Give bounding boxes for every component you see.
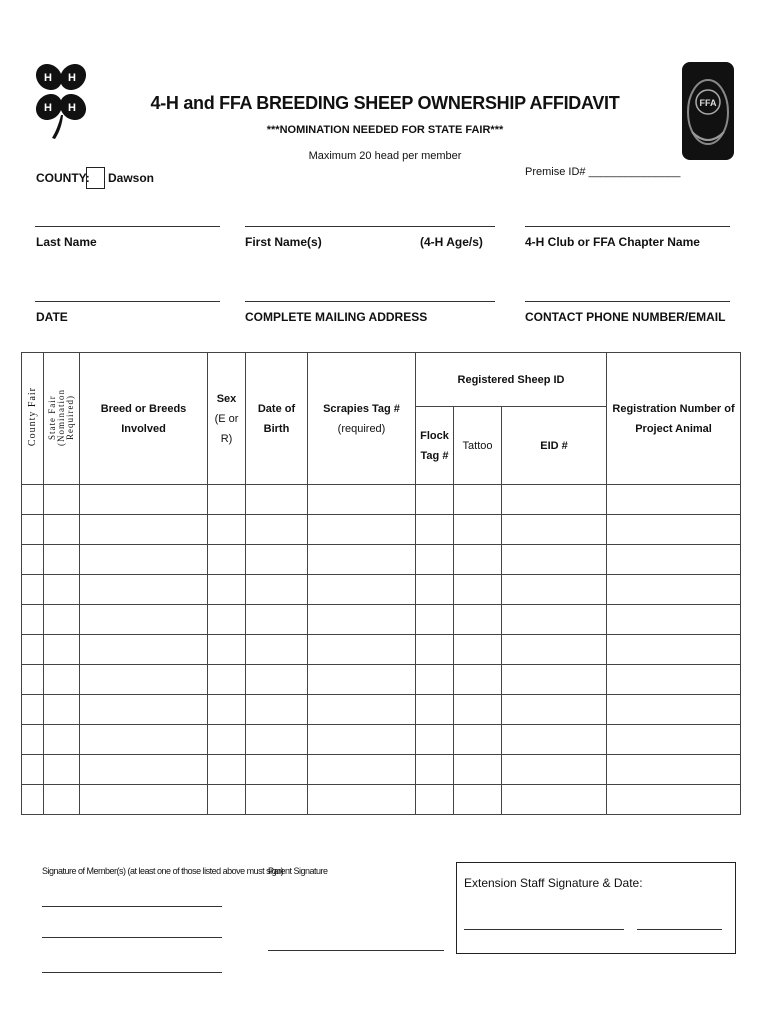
col-dob: Date of Birth [246, 353, 308, 485]
table-cell[interactable] [80, 605, 208, 635]
contact-line[interactable] [525, 301, 730, 302]
table-cell[interactable] [80, 575, 208, 605]
extension-signature-box [456, 862, 736, 954]
table-cell[interactable] [454, 515, 502, 545]
max-head-note: Maximum 20 head per member [308, 150, 462, 162]
table-cell[interactable] [454, 785, 502, 815]
table-cell[interactable] [208, 725, 246, 755]
nomination-note: ***NOMINATION NEEDED FOR STATE FAIR*** [266, 124, 504, 136]
address-label: COMPLETE MAILING ADDRESS [245, 310, 428, 324]
table-row [22, 545, 741, 575]
table-cell[interactable] [607, 695, 741, 725]
extension-date-line[interactable] [637, 929, 722, 930]
table-row [22, 635, 741, 665]
table-cell[interactable] [208, 575, 246, 605]
col-tattoo: Tattoo [454, 407, 502, 485]
table-cell[interactable] [416, 785, 454, 815]
contact-label: CONTACT PHONE NUMBER/EMAIL [525, 310, 726, 324]
member-signature-line-1[interactable] [42, 906, 222, 907]
table-cell[interactable] [607, 635, 741, 665]
last-name-label: Last Name [36, 235, 97, 249]
table-cell[interactable] [502, 635, 607, 665]
county-value: Dawson [108, 171, 155, 185]
ffa-text: FFA [699, 98, 717, 108]
table-cell[interactable] [80, 755, 208, 785]
table-cell[interactable] [44, 785, 80, 815]
table-cell[interactable] [454, 695, 502, 725]
table-cell[interactable] [416, 515, 454, 545]
col-flock-tag: Flock Tag # [416, 407, 454, 485]
table-cell[interactable] [208, 635, 246, 665]
table-cell[interactable] [246, 635, 308, 665]
extension-signature-line[interactable] [464, 929, 624, 930]
col-registration-number: Registration Number of Project Animal [607, 353, 741, 485]
table-cell[interactable] [416, 635, 454, 665]
table-cell[interactable] [22, 755, 44, 785]
table-cell[interactable] [246, 665, 308, 695]
col-county-fair: County Fair [22, 353, 44, 485]
member-signature-line-2[interactable] [42, 937, 222, 938]
table-cell[interactable] [80, 725, 208, 755]
club-label: 4-H Club or FFA Chapter Name [525, 235, 700, 249]
table-cell[interactable] [416, 545, 454, 575]
table-cell[interactable] [22, 635, 44, 665]
table-cell[interactable] [416, 695, 454, 725]
table-cell[interactable] [80, 695, 208, 725]
table-cell[interactable] [44, 545, 80, 575]
table-cell[interactable] [607, 515, 741, 545]
table-cell[interactable] [208, 665, 246, 695]
table-cell[interactable] [502, 785, 607, 815]
table-cell[interactable] [44, 515, 80, 545]
member-signature-label: Signature of Member(s) (at least one of those listed above must sign) [42, 866, 284, 876]
premise-id-field[interactable]: Premise ID# _______________ [525, 166, 681, 178]
age-label: (4-H Age/s) [420, 235, 483, 249]
table-cell[interactable] [502, 755, 607, 785]
table-cell[interactable] [607, 575, 741, 605]
table-cell[interactable] [308, 785, 416, 815]
table-cell[interactable] [246, 695, 308, 725]
table-cell[interactable] [607, 545, 741, 575]
table-cell[interactable] [80, 635, 208, 665]
parent-signature-line[interactable] [268, 950, 444, 951]
table-cell[interactable] [44, 635, 80, 665]
col-breed: Breed or Breeds Involved [80, 353, 208, 485]
table-cell[interactable] [80, 545, 208, 575]
table-cell[interactable] [208, 545, 246, 575]
col-state-fair: State Fair (Nomination Required) [44, 353, 80, 485]
table-cell[interactable] [454, 725, 502, 755]
table-cell[interactable] [454, 635, 502, 665]
table-cell[interactable] [308, 755, 416, 785]
table-cell[interactable] [607, 665, 741, 695]
last-name-line[interactable] [35, 226, 220, 227]
table-cell[interactable] [454, 575, 502, 605]
county-checkbox[interactable] [86, 167, 105, 189]
table-cell[interactable] [416, 725, 454, 755]
table-cell[interactable] [416, 755, 454, 785]
first-name-label: First Name(s) [245, 235, 322, 249]
table-cell[interactable] [502, 515, 607, 545]
table-cell[interactable] [22, 665, 44, 695]
table-cell[interactable] [22, 575, 44, 605]
table-cell[interactable] [308, 605, 416, 635]
table-cell[interactable] [502, 485, 607, 515]
table-cell[interactable] [44, 695, 80, 725]
svg-text:H: H [68, 72, 76, 84]
table-cell[interactable] [22, 605, 44, 635]
table-cell[interactable] [502, 545, 607, 575]
table-cell[interactable] [308, 635, 416, 665]
table-cell[interactable] [607, 755, 741, 785]
table-cell[interactable] [246, 785, 308, 815]
table-cell[interactable] [208, 755, 246, 785]
table-cell[interactable] [246, 725, 308, 755]
table-row [22, 755, 741, 785]
table-cell[interactable] [416, 485, 454, 515]
member-signature-line-3[interactable] [42, 972, 222, 973]
table-cell[interactable] [44, 605, 80, 635]
table-cell[interactable] [22, 545, 44, 575]
table-row [22, 485, 741, 515]
table-cell[interactable] [308, 665, 416, 695]
table-cell[interactable] [246, 485, 308, 515]
table-row [22, 575, 741, 605]
table-cell[interactable] [208, 605, 246, 635]
address-line[interactable] [245, 301, 495, 302]
parent-signature-label: Parent Signature [268, 866, 328, 876]
county-label: COUNTY: [36, 171, 90, 185]
club-line[interactable] [525, 226, 730, 227]
table-cell[interactable] [502, 665, 607, 695]
table-cell[interactable] [22, 725, 44, 755]
table-cell[interactable] [308, 695, 416, 725]
table-cell[interactable] [208, 695, 246, 725]
svg-text:H: H [44, 72, 52, 84]
table-cell[interactable] [22, 695, 44, 725]
table-cell[interactable] [80, 515, 208, 545]
table-cell[interactable] [246, 755, 308, 785]
table-cell[interactable] [44, 755, 80, 785]
table-row [22, 665, 741, 695]
table-cell[interactable] [246, 515, 308, 545]
table-cell[interactable] [416, 575, 454, 605]
table-cell[interactable] [502, 575, 607, 605]
date-line[interactable] [35, 301, 220, 302]
table-cell[interactable] [44, 665, 80, 695]
table-cell[interactable] [44, 575, 80, 605]
table-cell[interactable] [502, 695, 607, 725]
table-cell[interactable] [454, 755, 502, 785]
table-cell[interactable] [454, 545, 502, 575]
table-cell[interactable] [208, 485, 246, 515]
table-cell[interactable] [607, 485, 741, 515]
table-cell[interactable] [308, 485, 416, 515]
col-sex: Sex (E or R) [208, 353, 246, 485]
table-cell[interactable] [308, 515, 416, 545]
col-registered-sheep-id: Registered Sheep ID [416, 353, 607, 407]
svg-text:H: H [68, 102, 76, 114]
table-cell[interactable] [22, 785, 44, 815]
date-label: DATE [36, 310, 68, 324]
table-row [22, 725, 741, 755]
table-cell[interactable] [308, 725, 416, 755]
table-cell[interactable] [80, 485, 208, 515]
sheep-table [21, 352, 741, 815]
table-row [22, 695, 741, 725]
table-cell[interactable] [454, 485, 502, 515]
col-scrapies: Scrapies Tag # (required) [308, 353, 416, 485]
svg-text:H: H [44, 102, 52, 114]
table-cell[interactable] [607, 725, 741, 755]
extension-signature-label: Extension Staff Signature & Date: [464, 876, 643, 890]
table-cell[interactable] [208, 785, 246, 815]
col-eid: EID # [502, 407, 607, 485]
table-row [22, 515, 741, 545]
table-cell[interactable] [246, 545, 308, 575]
table-cell[interactable] [80, 785, 208, 815]
table-cell[interactable] [454, 605, 502, 635]
table-cell[interactable] [246, 575, 308, 605]
table-cell[interactable] [607, 785, 741, 815]
table-cell[interactable] [607, 605, 741, 635]
first-name-line[interactable] [245, 226, 495, 227]
table-cell[interactable] [44, 485, 80, 515]
table-cell[interactable] [246, 605, 308, 635]
table-cell[interactable] [454, 665, 502, 695]
table-cell[interactable] [22, 515, 44, 545]
table-cell[interactable] [308, 545, 416, 575]
table-cell[interactable] [416, 665, 454, 695]
table-cell[interactable] [502, 605, 607, 635]
table-cell[interactable] [416, 605, 454, 635]
table-cell[interactable] [80, 665, 208, 695]
table-cell[interactable] [44, 725, 80, 755]
table-cell[interactable] [208, 515, 246, 545]
table-cell[interactable] [308, 575, 416, 605]
table-row [22, 785, 741, 815]
table-cell[interactable] [502, 725, 607, 755]
page-title: 4-H and FFA BREEDING SHEEP OWNERSHIP AFFIDAVIT [150, 93, 620, 113]
table-cell[interactable] [22, 485, 44, 515]
table-row [22, 605, 741, 635]
